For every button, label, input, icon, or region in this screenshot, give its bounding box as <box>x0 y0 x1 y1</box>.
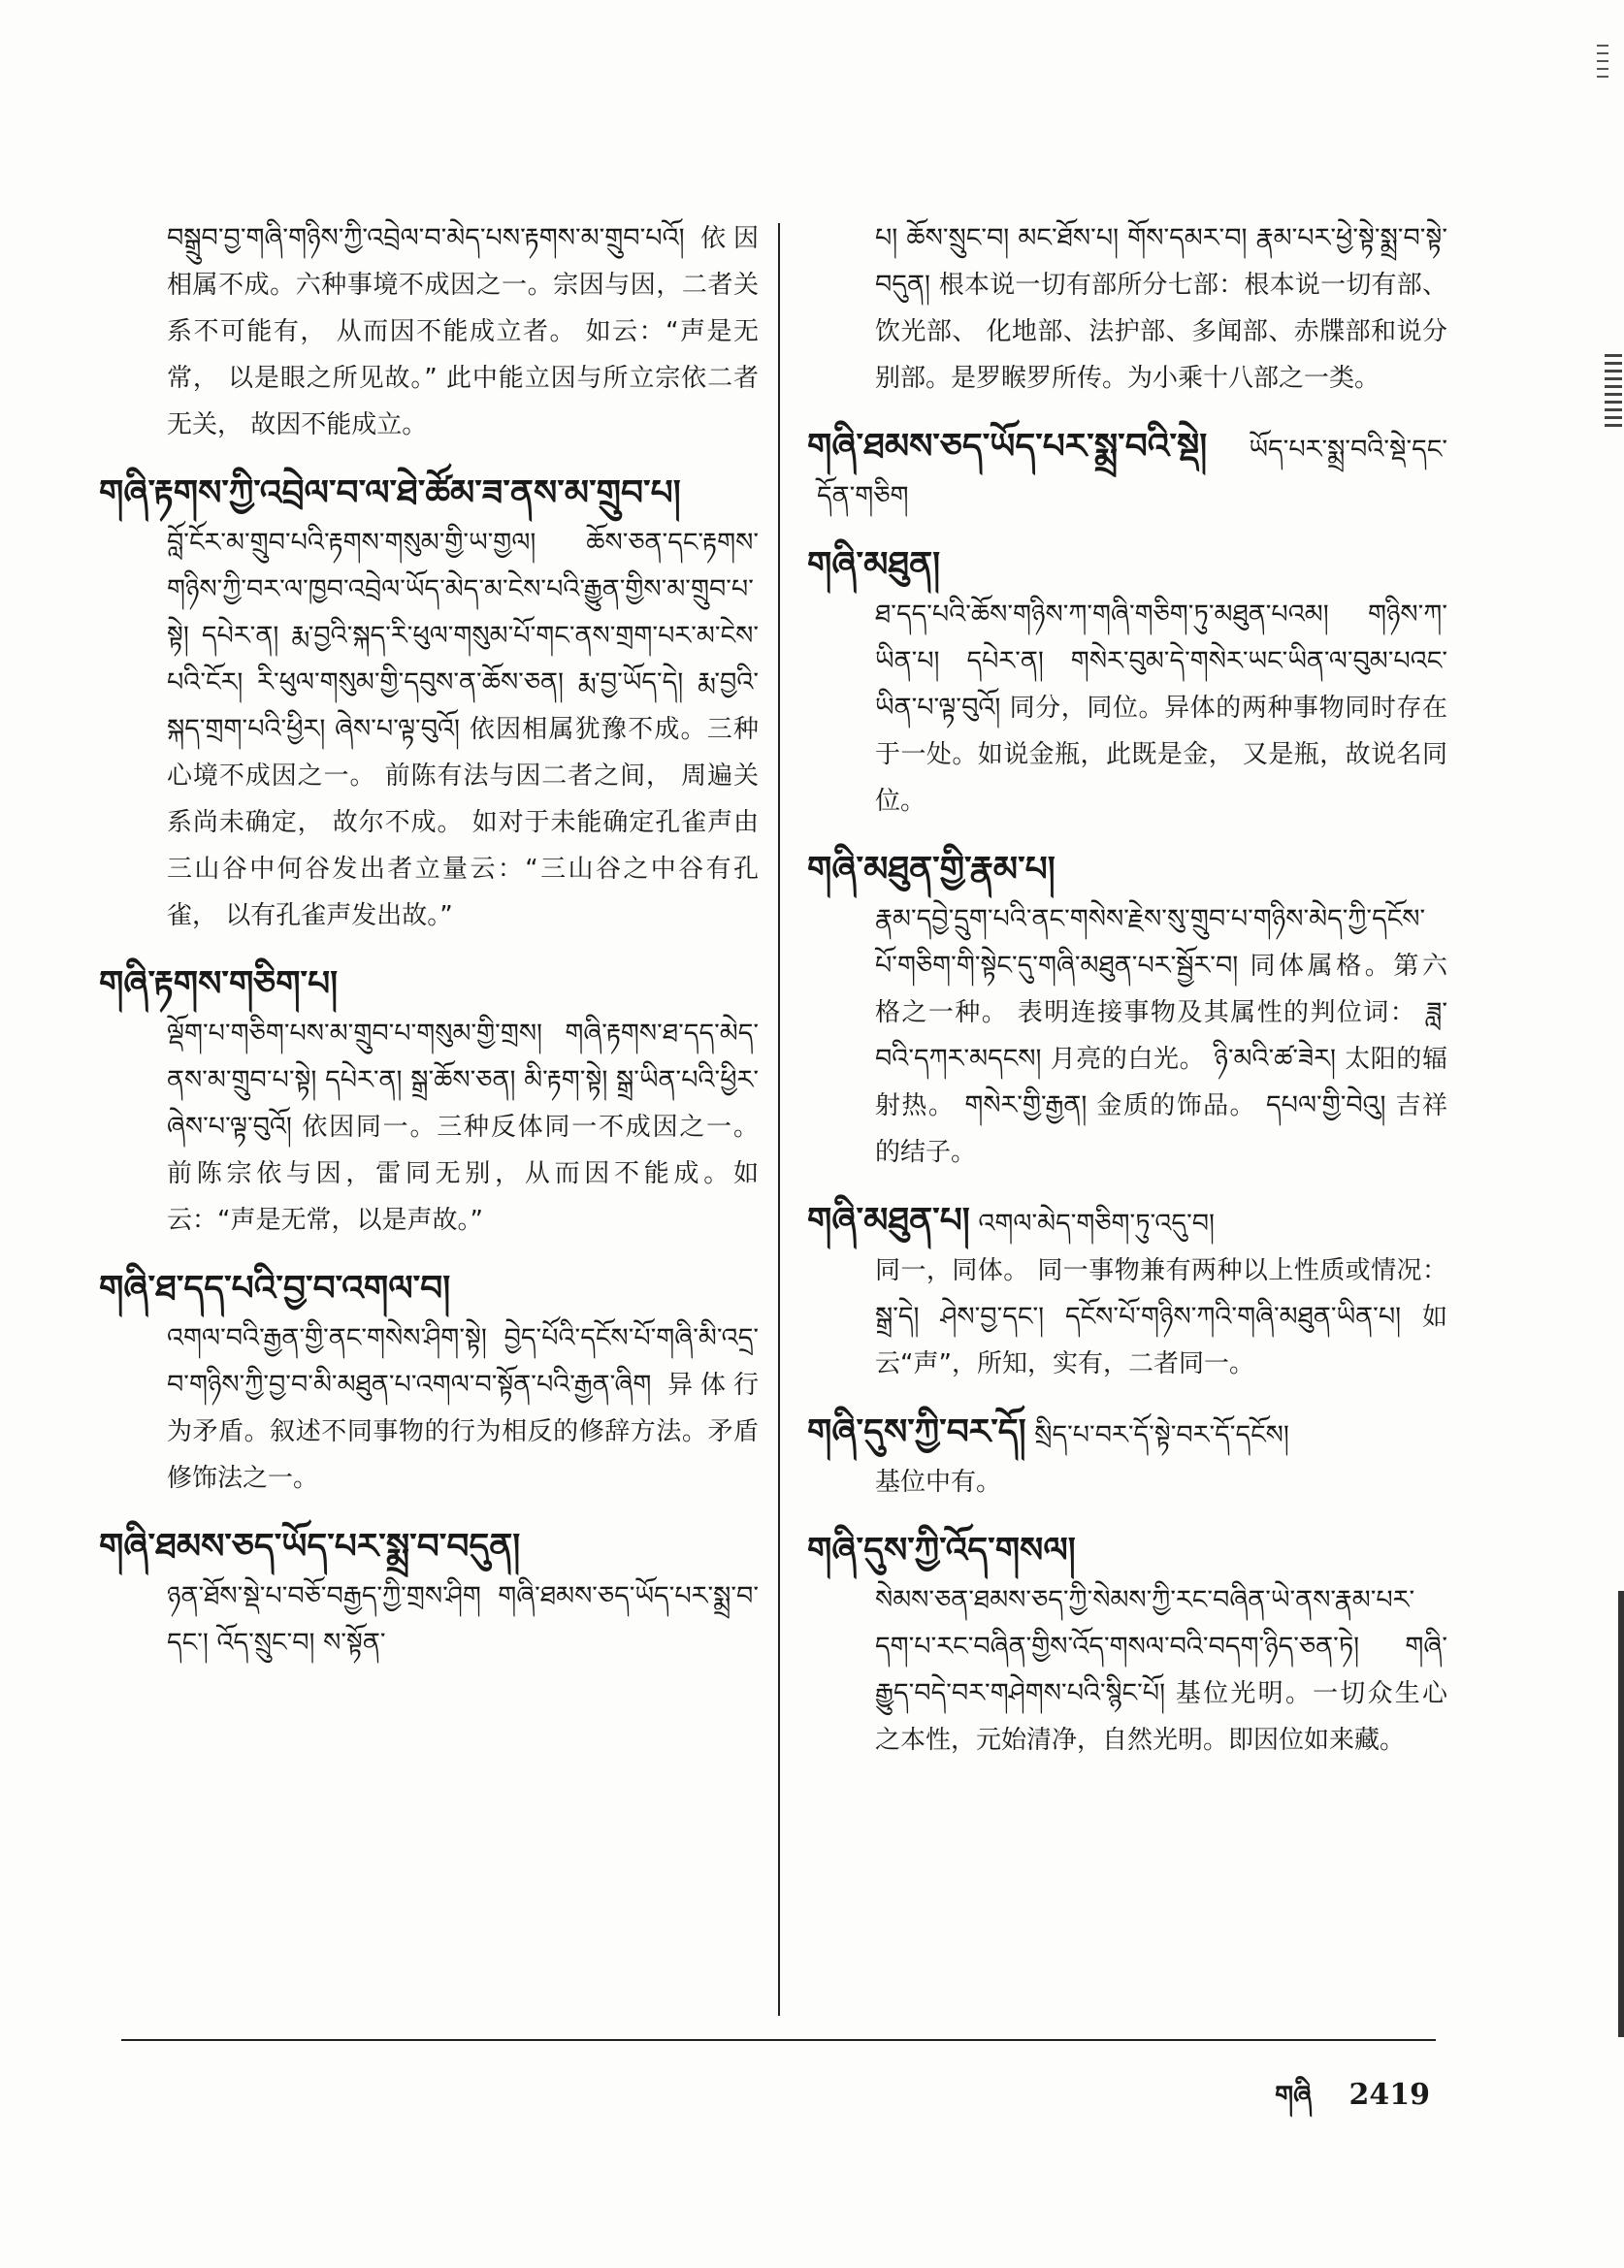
headword: གཞི་མཐུན། <box>807 544 941 585</box>
chinese-gloss: 基位光明。一切众生心之本性，元始清净，自然光明。即因位如来藏。 <box>875 1679 1447 1755</box>
entry <box>817 215 1447 402</box>
entry <box>807 1197 1447 1387</box>
headword: གཞི་ཐམས་ཅད་ཡོད་པར་སྨྲ་བའི་སྡེ། <box>807 426 1208 467</box>
tibetan-text: འགལ་བའི་རྒྱན་གྱི་ནང་གསེས་ཤིག་སྟེ། བྱེད་པོའི་དངོས་པོ་གཞི་མི་འདྲ་བ་གཉིས་ཀྱི་བྱ་བ་མི་མཐུན་པ་འགལ་བ་སྟོན་པའི་རྒྱན་ཞིག <box>167 1323 759 1400</box>
tibetan-example: ཉི་མའི་ཚ་ཟེར། <box>1214 1044 1337 1074</box>
tibetan-text: བསྒྲུབ་བྱ་གཞི་གཉིས་ཀྱི་འབྲེལ་བ་མེད་པས་རྟགས་མ་གྲུབ་པའོ། <box>167 223 685 253</box>
chinese-gloss: 同体属格。第六格之一种。 表明连接事物及其属性的判位词： <box>875 952 1447 1027</box>
chinese-example: 吉祥的结子。 <box>875 1091 1447 1167</box>
right-column <box>807 215 1447 1785</box>
edge-bar <box>1618 1591 1624 2037</box>
footer-rule <box>121 2039 1436 2041</box>
headword: གཞི་ཐ་དད་པའི་བྱ་བ་འགལ་བ། <box>99 1268 451 1309</box>
chinese-gloss: 同分，同位。异体的两种事物同时存在于一处。如说金瓶，此既是金， 又是瓶，故说名同位。 <box>875 694 1447 816</box>
chinese-gloss: 依因同一。三种反体同一不成因之一。 前陈宗依与因，雷同无别，从而因不能成。如云：“声是无常，以是声故。” <box>167 1113 759 1235</box>
tibetan-text: བློ་ངོར་མ་གྲུབ་པའི་རྟགས་གསུམ་གྱི་ཡ་གྱལ། ཆོས་ཅན་དང་རྟགས་གཉིས་ཀྱི་བར་ལ་ཁྱབ་འབྲེལ་ཡོད་མེད་མ་ངེས་པའི་རྒྱུན་གྱིས་མ་གྲུབ་པ་སྟེ། དཔེར་ན། རྨ་བྱའི་སྐད་རི་ཕུལ་གསུམ་པོ་གང་ནས་གྲག་པར་མ་ངེས་པའི་ངོར། རི་ཕུལ་གསུམ་གྱི་དབུས་ན་ཆོས་ཅན། རྨ་བྱ་ཡོད་དེ། རྨ་བྱའི་སྐད་གྲག་པའི་ཕྱིར། ཞེས་པ་ལྟ་བུའོ། <box>167 528 759 744</box>
tibetan-text: རྣམ་དབྱེ་དྲུག་པའི་ནང་གསེས་རྗེས་སུ་གྲུབ་པ་གཉིས་མེད་ཀྱི་དངོས་པོ་གཅིག་གི་སྟེང་དུ་གཞི་མཐུན་པར་སྦྱོར་བ། <box>875 904 1426 981</box>
entry <box>99 1265 759 1502</box>
chinese-example: 太阳的辐射热。 <box>875 1045 1447 1120</box>
tibetan-example: དཔལ་གྱི་བེའུ། <box>1266 1090 1386 1120</box>
running-head: གཞི <box>1275 2081 1313 2111</box>
edge-marks <box>1605 349 1624 504</box>
chinese-gloss: 依因相属犹豫不成。三种心境不成因之一。 前陈有法与因二者之间， 周遍关系尚未确定， 故尔不成。 如对于未能确定孔雀声由三山谷中何谷发出者立量云：“三山谷之中谷有孔雀， 以有孔雀声发出故。” <box>167 715 759 930</box>
tibetan-text: པ། ཆོས་སྲུང་བ། མང་ཐོས་པ། གོས་དམར་བ། རྣམ་པར་ཕྱེ་སྟེ་སྨྲ་བ་སྟེ་བདུན། <box>875 223 1447 300</box>
chinese-gloss: 根本说一切有部所分七部：根本说一切有部、饮光部、 化地部、法护部、多闻部、赤牒部和说分别部。是罗睺罗所传。为小乘十八部之一类。 <box>875 271 1447 393</box>
entry <box>807 1527 1447 1764</box>
page-footer <box>1248 2066 1430 2140</box>
entry <box>99 470 759 939</box>
chinese-example: 月亮的白光。 <box>1050 1045 1206 1074</box>
chinese-gloss: 同一，同体。 同一事物兼有两种以上性质或情况： <box>875 1256 1447 1285</box>
chinese-example: 金质的饰品。 <box>1096 1091 1256 1120</box>
tibetan-text: ལྡོག་པ་གཅིག་པས་མ་གྲུབ་པ་གསུམ་གྱི་གྲས། གཞི་རྟགས་ཐ་དད་མེད་ནས་མ་གྲུབ་པ་སྟེ། དཔེར་ན། སྒྲ་ཆོས་ཅན། མི་རྟག་སྟེ། སྒྲ་ཡིན་པའི་ཕྱིར་ཞེས་པ་ལྟ་བུའོ། <box>167 1019 759 1142</box>
headword: གཞི་དུས་ཀྱི་བར་དོ། <box>807 1411 1026 1452</box>
entry <box>807 423 1447 520</box>
tibetan-text: འགལ་མེད་གཅིག་ཏུ་འདུ་བ། <box>978 1209 1216 1239</box>
page-number: 2419 <box>1348 2078 1430 2112</box>
headword: གཞི་མཐུན་གྱི་རྣམ་པ། <box>807 849 1056 890</box>
tibetan-example: ཟླ་བའི་དཀར་མདངས། <box>875 997 1447 1074</box>
entry <box>109 215 759 448</box>
left-column <box>99 215 759 1688</box>
entry <box>807 541 1447 825</box>
chinese-example: 如云“声”，所知，实有，二者同一。 <box>875 1303 1447 1378</box>
headword: གཞི་དུས་ཀྱི་འོད་གསལ། <box>807 1530 1076 1571</box>
margin-marks <box>1597 39 1616 165</box>
entry <box>807 846 1447 1176</box>
chinese-gloss: 异体行为矛盾。叙述不同事物的行为相反的修辞方法。矛盾修饰法之一。 <box>167 1371 759 1493</box>
column-divider <box>778 223 780 2016</box>
headword: གཞི་རྟགས་ཀྱི་འབྲེལ་བ་ལ་ཐེ་ཚོམ་ཟ་ནས་མ་གྲུབ་པ། <box>99 472 681 513</box>
tibetan-example: གསེར་གྱི་རྒྱན། <box>964 1090 1088 1120</box>
tibetan-text: ཉན་ཐོས་སྡེ་པ་བཅོ་བརྒྱད་ཀྱི་གྲས་ཤིག གཞི་ཐམས་ཅད་ཡོད་པར་སྨྲ་བ་དང་། འོད་སྲུང་བ། ས་སྟོན་ <box>167 1581 759 1658</box>
chinese-gloss: 基位中有。 <box>875 1468 1002 1497</box>
tibetan-text: སྲིད་པ་བར་དོ་སྟེ་བར་དོ་དངོས། <box>1034 1420 1289 1450</box>
entry <box>99 960 759 1244</box>
headword: གཞི་མཐུན་པ། <box>807 1200 970 1241</box>
headword: གཞི་རྟགས་གཅིག་པ། <box>99 963 339 1004</box>
tibetan-text: ཡོད་པར་སྨྲ་བའི་སྡེ་དང་དོན་གཅིག <box>817 435 1447 511</box>
entry <box>99 1523 759 1667</box>
tibetan-text: ཐ་དད་པའི་ཆོས་གཉིས་ཀ་གཞི་གཅིག་ཏུ་མཐུན་པའམ། གཉིས་ཀ་ཡིན་པ། དཔེར་ན། གསེར་བུམ་དེ་གསེར་ཡང་ཡིན་ལ་བུམ་པའང་ཡིན་པ་ལྟ་བུའོ། <box>875 599 1447 723</box>
headword: གཞི་ཐམས་ཅད་ཡོད་པར་སྨྲ་བ་བདུན། <box>99 1526 521 1567</box>
chinese-gloss: 依因相属不成。六种事境不成因之一。宗因与因，二者关系不可能有， 从而因不能成立者。 如云：“声是无常， 以是眼之所见故。” 此中能立因与所立宗依二者无关， 故因不能成立。 <box>167 224 759 439</box>
tibetan-text: སེམས་ཅན་ཐམས་ཅད་ཀྱི་སེམས་ཀྱི་རང་བཞིན་ཡེ་ནས་རྣམ་པར་དག་པ་རང་བཞིན་གྱིས་འོད་གསལ་བའི་བདག་ཉིད་ཅན་ཏེ། གཞི་རྒྱུད་བདེ་བར་གཤེགས་པའི་སྙིང་པོ། <box>875 1585 1447 1708</box>
entry <box>807 1409 1447 1506</box>
tibetan-example: སྒྲ་དེ། ཤེས་བྱ་དང་། དངོས་པོ་གཉིས་ཀའི་གཞི་མཐུན་ཡིན་པ། <box>875 1302 1402 1332</box>
